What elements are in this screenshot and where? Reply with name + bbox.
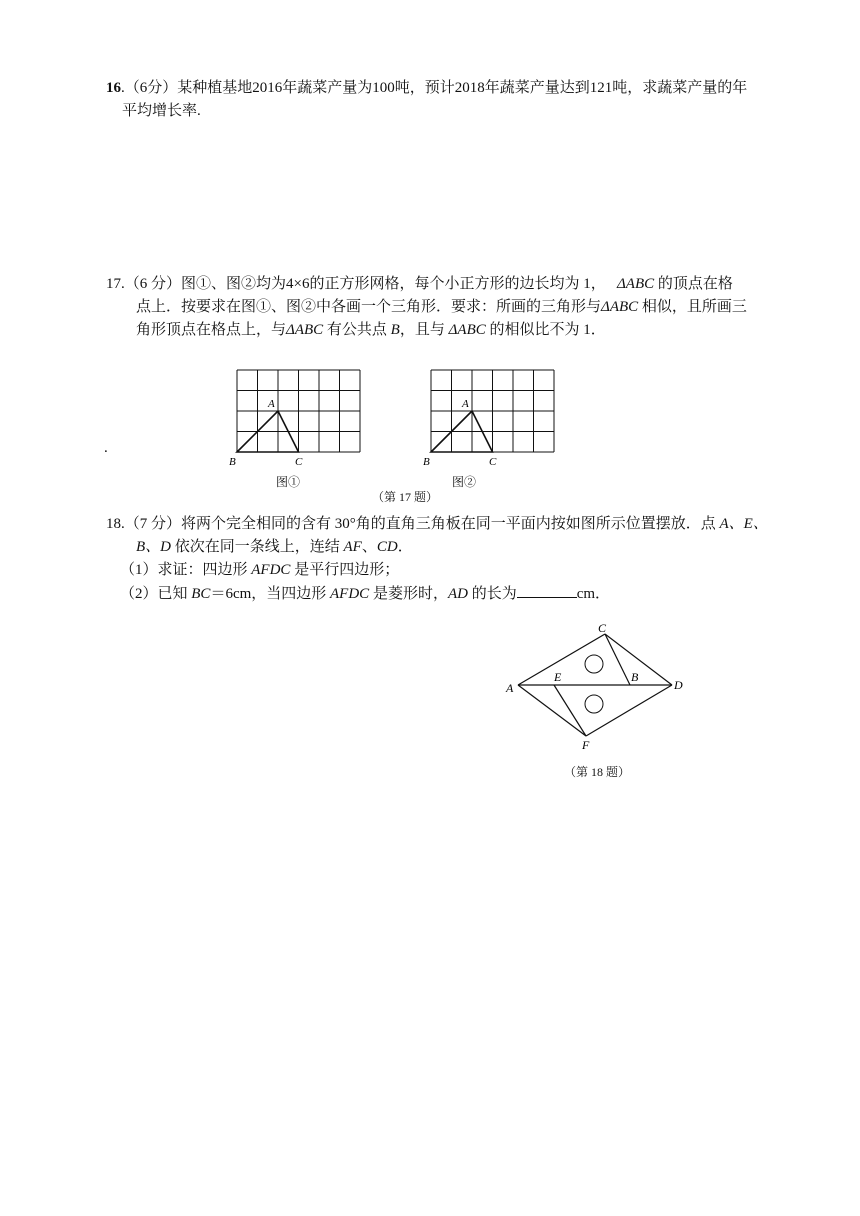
q18-caption: （第 18 题）: [564, 765, 631, 779]
figure-lines: [518, 634, 672, 736]
q17-stray-dot: .: [104, 440, 108, 456]
q17-line3: [136, 320, 606, 340]
q18-points-2: B、D: [136, 539, 171, 555]
label-f: F: [582, 738, 590, 752]
label-e: E: [554, 670, 562, 684]
q18-quad-afdc: AFDC: [251, 562, 291, 578]
q18-answer-blank[interactable]: [517, 583, 577, 598]
q17-grid-size: 4×6: [286, 276, 310, 292]
grid-lines: [237, 370, 360, 452]
q18-part1-b: 是平行四边形；: [294, 562, 400, 578]
q18-part1-a: （1）求证：四边形: [120, 562, 248, 578]
q17-fig1-label: 图①: [276, 475, 301, 489]
q18-text-1: （7 分）将两个完全相同的含有 30°角的直角三角板在同一平面内按如图所示位置摆放．点: [124, 516, 716, 532]
q17-triangle-abc: ΔABC: [617, 276, 655, 292]
q18-quad-afdc-2: AFDC: [330, 586, 370, 602]
q18-line2: [136, 537, 413, 557]
q17-line2: [136, 297, 747, 317]
grid-lines: [431, 370, 554, 452]
q17-text-2b: 相似，且所画三: [641, 299, 747, 315]
q18-part2-eq: ＝6cm，当四边形: [210, 586, 327, 602]
q16-text-1: （6分）某种植基地2016年蔬菜产量为100吨，预计2018年蔬菜产量达到121吨，求蔬菜产量的年: [124, 80, 748, 96]
label-d: D: [674, 678, 683, 692]
q18-part2-c: 的长为: [471, 586, 517, 602]
label-c: C: [598, 621, 607, 635]
q18-part2-unit: cm．: [576, 586, 611, 602]
hole-circle-upper: [585, 655, 603, 673]
q18-segment-af: AF: [343, 539, 362, 555]
q17-figure-1: [226, 364, 371, 470]
hole-circle-lower: [585, 695, 603, 713]
q18-line1: 18.（7 分）将两个完全相同的含有 30°角的直角三角板在同一平面内按如图所示位置摆放．点 A、E、: [106, 516, 768, 532]
q16-number: 16: [106, 80, 121, 96]
q18-points-1: A、E、: [719, 516, 768, 532]
q17-triangle-abc-2: ΔABC: [601, 299, 639, 315]
q18-part2-a: （2）已知: [120, 586, 188, 602]
label-b: B: [423, 456, 430, 468]
q18-part1: [120, 560, 399, 580]
label-a: A: [462, 398, 469, 410]
label-c: C: [295, 456, 303, 468]
q18-part2: [120, 583, 610, 604]
q17-text-1b: 的正方形网格，每个小正方形的边长均为 1，: [309, 276, 606, 292]
q17-point-b: B: [390, 322, 400, 338]
label-b: B: [631, 670, 639, 684]
q17-text-3a: 角形顶点在格点上，与: [136, 322, 287, 338]
q17-text-1a: （6 分）图①、图②均为: [124, 276, 287, 292]
q17-number: 17: [106, 276, 121, 292]
label-a: A: [268, 398, 275, 410]
q17-text-3d: 的相似比不为 1．: [489, 322, 606, 338]
q17-caption: （第 17 题）: [372, 490, 439, 504]
q18-segment-cd: CD: [376, 539, 398, 555]
q18-sep: 、: [361, 539, 377, 555]
q18-part2-b: 是菱形时，: [372, 586, 448, 602]
q17-text-1c: 的顶点在格: [657, 276, 733, 292]
q17-figure-2: [420, 364, 565, 470]
label-a: A: [506, 681, 514, 695]
label-c: C: [489, 456, 497, 468]
label-b: B: [229, 456, 236, 468]
q18-period: ．: [397, 539, 413, 555]
q16-line1: 16.（6分）某种植基地2016年蔬菜产量为100吨，预计2018年蔬菜产量达到121吨，求蔬菜产量的年: [106, 80, 748, 96]
q18-text-2: 依次在同一条线上，连结: [171, 539, 340, 555]
q18-figure: [500, 616, 700, 756]
q17-triangle-abc-3: ΔABC: [286, 322, 324, 338]
q18-segment-ad: AD: [447, 586, 468, 602]
q17-fig2-label: 图②: [452, 475, 477, 489]
q17-text-3c: ，且与: [399, 322, 445, 338]
q18-number: 18: [106, 516, 121, 532]
q17-triangle-abc-4: ΔABC: [448, 322, 486, 338]
q16-line2: 平均增长率.: [122, 103, 201, 119]
q17-text-2a: 点上．按要求在图①、图②中各画一个三角形．要求：所画的三角形与: [136, 299, 602, 315]
q17-text-3b: 有公共点: [326, 322, 387, 338]
q17-line1: 17.（6 分）图①、图②均为4×6的正方形网格，每个小正方形的边长均为 1， ΔABC 的顶点在格: [106, 276, 733, 292]
q18-segment-bc: BC: [191, 586, 211, 602]
